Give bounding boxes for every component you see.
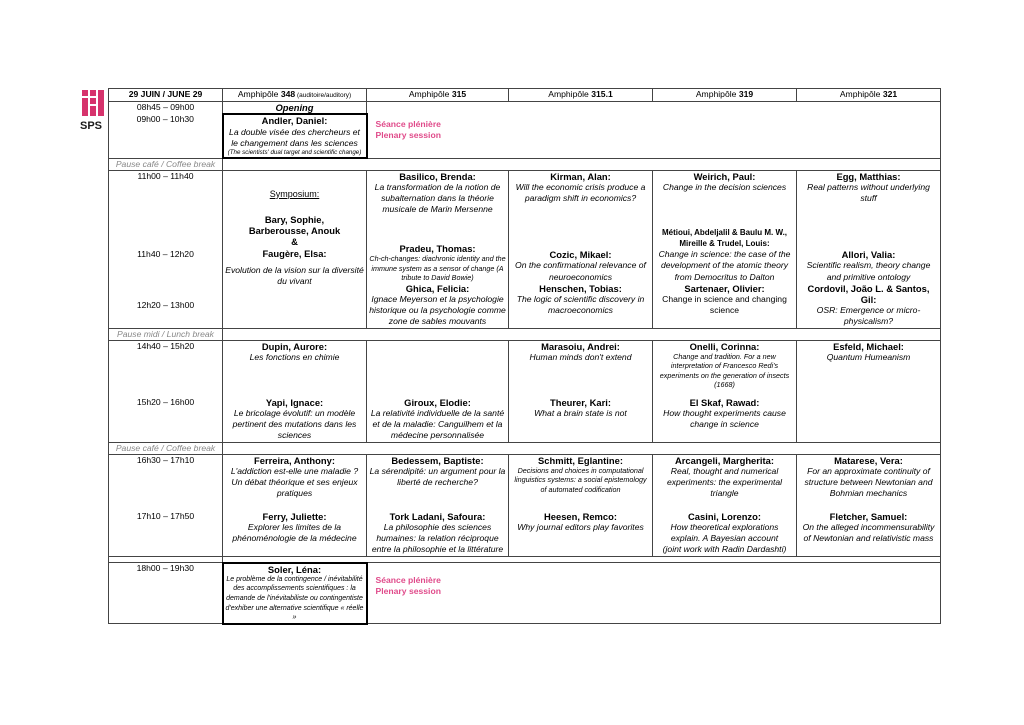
plenary1-time: 09h00 – 10h30 xyxy=(109,114,223,158)
pause-row-1 xyxy=(109,158,941,170)
block3-row-2 xyxy=(109,511,941,556)
header-row xyxy=(109,89,941,102)
time-1520: 15h20 – 16h00 xyxy=(109,397,223,442)
talk-kirman: Kirman, Alan: Will the economic crisis produce a paradigm shift in economics? xyxy=(509,170,653,227)
plenary2-row xyxy=(109,563,941,624)
talk-yapi: Yapi, Ignace: Le bricolage évolutif: un modèle pertinent des mutations dans les sciences xyxy=(223,397,367,442)
talk-fletcher: Fletcher, Samuel: On the alleged incommensurability of Newtonian and relativistic mass xyxy=(797,511,941,556)
talk-henschen: Henschen, Tobias: The logic of scientific discovery in macroeconomics xyxy=(509,283,653,328)
date-header: 29 JUIN / JUNE 29 xyxy=(109,89,223,102)
block1-row-1 xyxy=(109,170,941,227)
talk-egg: Egg, Matthias: Real patterns without underlying stuff xyxy=(797,170,941,227)
room-315-header: Amphipôle 315 xyxy=(367,89,509,102)
talk-arcangeli: Arcangeli, Margherita: Real, thought and numerical experiments: the experimental triangle xyxy=(653,454,797,511)
pause-row-2 xyxy=(109,328,941,340)
talk-ferreira: Ferreira, Anthony: L'addiction est-elle une maladie ? Un débat théorique et ses enjeux pratiques xyxy=(223,454,367,511)
room-321-header: Amphipôle 321 xyxy=(797,89,941,102)
talk-sartenaer: Sartenaer, Olivier: Change in science and changing science xyxy=(653,283,797,328)
talk-giroux: Giroux, Elodie: La relativité individuelle de la santé et de la maladie: Canguilhem et la médecine personnalisée xyxy=(367,397,509,442)
sps-logo xyxy=(78,88,108,132)
logo-text: SPS xyxy=(80,120,103,132)
opening-time: 08h45 – 09h00 xyxy=(109,102,223,115)
opening-label: Opening xyxy=(223,102,367,115)
talk-casini: Casini, Lorenzo: How theoretical explorations explain. A Bayesian account (joint work with Radin Dardashti) xyxy=(653,511,797,556)
talk-pradeu: Pradeu, Thomas: Ch-ch-changes: diachronic identity and the immune system as a sensor of change (A tribute to David Bowie) xyxy=(367,227,509,283)
talk-metioui: Métioui, Abdeljalil & Baulu M. W., Mireille & Trudel, Louis: Change in science: the case of the development of the atomic theory from Democritus to Dalton xyxy=(653,227,797,283)
talk-heesen: Heesen, Remco: Why journal editors play favorites xyxy=(509,511,653,556)
plenary-session-2: Séance plénière Plenary session xyxy=(367,563,941,624)
block3-row-1 xyxy=(109,454,941,511)
talk-schmitt: Schmitt, Eglantine: Decisions and choices in computational linguistics systems: a social epistemology of automated codification xyxy=(509,454,653,511)
talk-cordovil: Cordovil, João L. & Santos, Gil: OSR: Emergence or micro-physicalism? xyxy=(797,283,941,328)
talk-weirich: Weirich, Paul: Change in the decision sciences xyxy=(653,170,797,227)
pause-1: Pause café / Coffee break xyxy=(109,158,223,170)
plenary2-talk: Soler, Léna: Le problème de la contingence / inévitabilité des accomplissements scientifiques : la demande de l'inévitabiliste ou contingentiste d'exhiber une alternative scientifique « réelle » xyxy=(223,563,367,624)
talk-basilico: Basilico, Brenda: La transformation de la notion de subalternation dans la théorie musicale de Marin Mersenne xyxy=(367,170,509,227)
talk-matarese: Matarese, Vera: For an approximate continuity of structure between Newtonian and Bohmian mechanics xyxy=(797,454,941,511)
pause-2: Pause midi / Lunch break xyxy=(109,328,223,340)
time-1220: 12h20 – 13h00 xyxy=(109,283,223,328)
empty-315-1440 xyxy=(367,340,509,397)
symposium-cell: Symposium: Bary, Sophie, Barberousse, Anouk & Faugère, Elsa: Evolution de la vision sur la diversité du vivant xyxy=(223,170,367,328)
time-1630: 16h30 – 17h10 xyxy=(109,454,223,511)
talk-allori: Allori, Valia: Scientific realism, theory change and primitive ontology xyxy=(797,227,941,283)
plenary2-time: 18h00 – 19h30 xyxy=(109,563,223,624)
pause-row-3 xyxy=(109,442,941,454)
talk-onelli: Onelli, Corinna: Change and tradition. For a new interpretation of Francesco Redi's experiments on the generation of insects (1668) xyxy=(653,340,797,397)
time-1140: 11h40 – 12h20 xyxy=(109,227,223,283)
talk-ghica: Ghica, Felicia: Ignace Meyerson et la psychologie historique ou la psychologie comme zone de sables mouvants xyxy=(367,283,509,328)
plenary1-talk: Andler, Daniel: La double visée des chercheurs et le changement dans les sciences (The scientists' dual target and scientific change) xyxy=(223,114,367,158)
room-348-header: Amphipôle 348 (auditoire/auditory) xyxy=(223,89,367,102)
block2-row-1 xyxy=(109,340,941,397)
talk-elskaf: El Skaf, Rawad: How thought experiments cause change in science xyxy=(653,397,797,442)
schedule-table xyxy=(108,88,941,625)
plenary-session-1: Séance plénière Plenary session xyxy=(367,102,941,158)
time-1100: 11h00 – 11h40 xyxy=(109,170,223,227)
talk-theurer: Theurer, Kari: What a brain state is not xyxy=(509,397,653,442)
talk-ferry: Ferry, Juliette: Explorer les limites de la phénoménologie de la médecine xyxy=(223,511,367,556)
talk-dupin: Dupin, Aurore: Les fonctions en chimie xyxy=(223,340,367,397)
empty-321-1520 xyxy=(797,397,941,442)
talk-marasoiu: Marasoiu, Andrei: Human minds don't extend xyxy=(509,340,653,397)
pause-3: Pause café / Coffee break xyxy=(109,442,223,454)
block2-row-2 xyxy=(109,397,941,442)
opening-row xyxy=(109,102,941,115)
room-319-header: Amphipôle 319 xyxy=(653,89,797,102)
time-1710: 17h10 – 17h50 xyxy=(109,511,223,556)
talk-tork-ladani: Tork Ladani, Safoura: La philosophie des sciences humaines: la relation réciproque entre la philosophie et la littérature xyxy=(367,511,509,556)
room-3151-header: Amphipôle 315.1 xyxy=(509,89,653,102)
talk-esfeld: Esfeld, Michael: Quantum Humeanism xyxy=(797,340,941,397)
talk-cozic: Cozic, Mikael: On the confirmational relevance of neuroeconomics xyxy=(509,227,653,283)
talk-bedessem: Bedessem, Baptiste: La sérendipité: un argument pour la liberté de recherche? xyxy=(367,454,509,511)
time-1440: 14h40 – 15h20 xyxy=(109,340,223,397)
